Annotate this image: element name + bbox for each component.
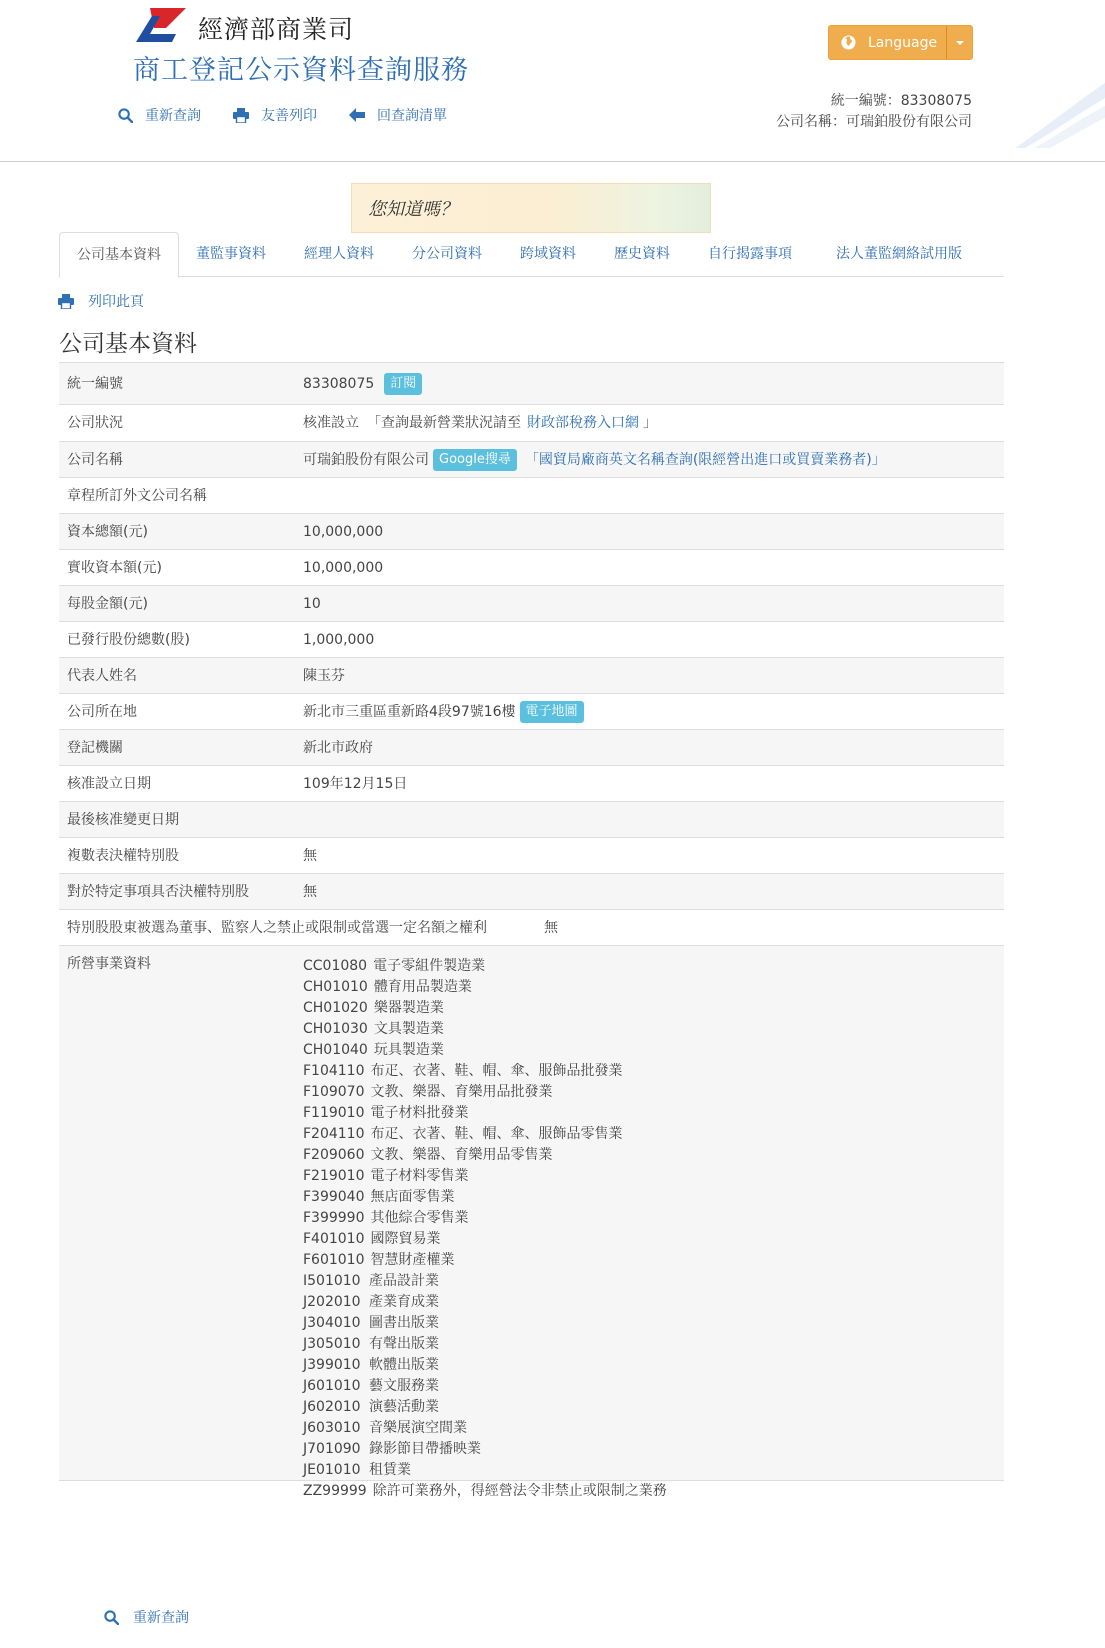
list-item bbox=[303, 1019, 667, 1040]
list-item bbox=[303, 1292, 667, 1313]
business-name: 其他綜合零售業 bbox=[370, 1210, 469, 1226]
row-veto bbox=[59, 873, 1004, 909]
field-value: 無 bbox=[303, 848, 317, 864]
field-label: 實收資本額(元) bbox=[67, 560, 162, 576]
field-value bbox=[303, 363, 422, 405]
row-last-change bbox=[59, 801, 1004, 837]
tab-director-network[interactable]: 法人董監網絡試用版 bbox=[836, 246, 962, 262]
row-director-right bbox=[59, 909, 1004, 945]
field-label: 特別股股東被選為董事、監察人之禁止或限制或當選一定名額之權利 bbox=[67, 920, 487, 936]
business-name: 有聲出版業 bbox=[369, 1336, 439, 1352]
business-name: 藝文服務業 bbox=[369, 1378, 439, 1394]
back-to-list-link[interactable] bbox=[349, 105, 447, 125]
field-label: 公司所在地 bbox=[67, 704, 137, 720]
arrow-left-icon bbox=[349, 108, 365, 122]
row-representative bbox=[59, 657, 1004, 693]
list-item bbox=[303, 1271, 667, 1292]
row-ban bbox=[59, 362, 1004, 404]
business-code: J202010 bbox=[303, 1294, 361, 1310]
business-code: JE01010 bbox=[303, 1462, 361, 1478]
printer-icon bbox=[58, 294, 74, 309]
language-dropdown-button[interactable] bbox=[828, 25, 973, 60]
business-name: 電子零組件製造業 bbox=[373, 958, 486, 974]
field-label: 每股金額(元) bbox=[67, 596, 148, 612]
business-name: 樂器製造業 bbox=[373, 1000, 444, 1016]
field-value: 無 bbox=[303, 884, 317, 900]
back-to-list-label: 回查詢清單 bbox=[377, 108, 447, 124]
field-value: 10,000,000 bbox=[303, 524, 384, 540]
business-code: ZZ99999 bbox=[303, 1483, 367, 1499]
field-value: 陳玉芬 bbox=[303, 668, 345, 684]
business-name: 錄影節目帶播映業 bbox=[369, 1441, 481, 1457]
list-item bbox=[303, 1250, 667, 1271]
field-label: 已發行股份總數(股) bbox=[67, 632, 190, 648]
tab-directors[interactable]: 董監事資料 bbox=[196, 246, 266, 262]
status-value: 核准設立 bbox=[303, 415, 359, 431]
list-item bbox=[303, 977, 667, 998]
list-item bbox=[303, 1481, 667, 1502]
business-code: J701090 bbox=[303, 1441, 361, 1457]
list-item bbox=[303, 1208, 667, 1229]
field-label: 代表人姓名 bbox=[67, 668, 137, 684]
field-value bbox=[303, 694, 592, 730]
business-items-list bbox=[303, 956, 667, 1502]
business-name: 玩具製造業 bbox=[373, 1042, 444, 1058]
row-status bbox=[59, 404, 1004, 441]
print-friendly-label: 友善列印 bbox=[261, 108, 317, 124]
field-value: 新北市政府 bbox=[303, 740, 373, 756]
list-item bbox=[303, 1355, 667, 1376]
ban-value: 83308075 bbox=[303, 376, 375, 392]
service-title: 商工登記公示資料查詢服務 bbox=[133, 55, 469, 86]
globe-icon bbox=[841, 35, 856, 50]
search-icon bbox=[104, 1610, 119, 1625]
list-item bbox=[303, 1061, 667, 1082]
new-search-label: 重新查詢 bbox=[145, 108, 201, 124]
header-ban: 統一編號：83308075 bbox=[830, 93, 972, 109]
list-item bbox=[303, 1397, 667, 1418]
bottom-new-search-link[interactable] bbox=[104, 1607, 189, 1627]
field-label: 章程所訂外文公司名稱 bbox=[67, 488, 207, 504]
list-item bbox=[303, 1439, 667, 1460]
business-name: 產業育成業 bbox=[369, 1294, 439, 1310]
business-code: F601010 bbox=[303, 1252, 365, 1268]
language-label: Language bbox=[868, 34, 938, 51]
list-item bbox=[303, 1334, 667, 1355]
business-name: 文教、樂器、育樂用品零售業 bbox=[370, 1147, 553, 1163]
field-label: 對於特定事項具否決權特別股 bbox=[67, 884, 249, 900]
business-code: CH01020 bbox=[303, 1000, 368, 1016]
address-value: 新北市三重區重新路4段97號16樓 bbox=[303, 704, 516, 720]
field-value: 10,000,000 bbox=[303, 560, 384, 576]
page-header bbox=[0, 0, 1105, 162]
company-name-value: 可瑞鉑股份有限公司 bbox=[303, 452, 429, 468]
field-label: 公司名稱 bbox=[67, 452, 123, 468]
list-item bbox=[303, 1187, 667, 1208]
list-item bbox=[303, 1229, 667, 1250]
business-code: I501010 bbox=[303, 1273, 361, 1289]
business-name: 音樂展演空間業 bbox=[369, 1420, 467, 1436]
header-toolbar bbox=[118, 105, 447, 125]
field-label: 核准設立日期 bbox=[67, 776, 151, 792]
business-name: 文具製造業 bbox=[373, 1021, 444, 1037]
business-name: 產品設計業 bbox=[369, 1273, 439, 1289]
business-code: F219010 bbox=[303, 1168, 365, 1184]
business-name: 電子材料批發業 bbox=[370, 1105, 469, 1121]
did-you-know-text: 您知道嗎？ bbox=[368, 199, 458, 220]
field-value: 無 bbox=[544, 920, 558, 936]
tab-managers[interactable]: 經理人資料 bbox=[304, 246, 374, 262]
section-title: 公司基本資料 bbox=[59, 331, 197, 357]
field-label: 最後核准變更日期 bbox=[67, 812, 179, 828]
did-you-know-banner[interactable] bbox=[351, 183, 711, 233]
list-item bbox=[303, 1103, 667, 1124]
new-search-link[interactable] bbox=[118, 105, 201, 125]
business-code: F119010 bbox=[303, 1105, 365, 1121]
list-item bbox=[303, 998, 667, 1019]
field-value bbox=[303, 442, 886, 478]
field-value: 10 bbox=[303, 596, 321, 612]
business-code: F204110 bbox=[303, 1126, 365, 1142]
business-code: F109070 bbox=[303, 1084, 365, 1100]
business-code: J399010 bbox=[303, 1357, 361, 1373]
business-name: 演藝活動業 bbox=[369, 1399, 439, 1415]
business-name: 租賃業 bbox=[369, 1462, 411, 1478]
business-name: 圖書出版業 bbox=[369, 1315, 439, 1331]
row-business-items bbox=[59, 945, 1004, 1499]
bottom-new-search-label: 重新查詢 bbox=[133, 1610, 189, 1626]
business-name: 布疋、衣著、鞋、帽、傘、服飾品零售業 bbox=[370, 1126, 623, 1142]
tab-bar bbox=[59, 232, 1004, 277]
trade-bureau-link[interactable]: 「國貿局廠商英文名稱查詢(限經營出進口或買賣業務者)」 bbox=[524, 452, 886, 468]
field-label: 統一編號 bbox=[67, 376, 123, 392]
business-code: F401010 bbox=[303, 1231, 365, 1247]
list-item bbox=[303, 1166, 667, 1187]
field-label: 所營事業資料 bbox=[67, 956, 151, 972]
header-company-name: 公司名稱：可瑞鉑股份有限公司 bbox=[776, 114, 972, 130]
business-code: F104110 bbox=[303, 1063, 365, 1079]
field-value: 1,000,000 bbox=[303, 632, 375, 648]
business-code: J601010 bbox=[303, 1378, 361, 1394]
print-page-label: 列印此頁 bbox=[88, 294, 144, 310]
business-name: 文教、樂器、育樂用品批發業 bbox=[370, 1084, 553, 1100]
decorative-swoosh bbox=[1015, 78, 1105, 148]
company-info-table bbox=[59, 362, 1004, 1499]
business-code: J603010 bbox=[303, 1420, 361, 1436]
business-name: 無店面零售業 bbox=[370, 1189, 455, 1205]
business-code: J305010 bbox=[303, 1336, 361, 1352]
business-name: 國際貿易業 bbox=[370, 1231, 441, 1247]
tab-branches[interactable]: 分公司資料 bbox=[412, 246, 482, 262]
business-code: CH01040 bbox=[303, 1042, 368, 1058]
tax-portal-link[interactable]: 財政部稅務入口網 bbox=[527, 415, 639, 431]
list-item bbox=[303, 1082, 667, 1103]
business-code: CH01010 bbox=[303, 979, 368, 995]
field-label: 資本總額(元) bbox=[67, 524, 148, 540]
language-caret[interactable] bbox=[946, 26, 972, 59]
list-item bbox=[303, 1460, 667, 1481]
business-code: CH01030 bbox=[303, 1021, 368, 1037]
business-name: 軟體出版業 bbox=[369, 1357, 439, 1373]
business-name: 布疋、衣著、鞋、帽、傘、服飾品批發業 bbox=[370, 1063, 623, 1079]
list-item bbox=[303, 1418, 667, 1439]
ministry-name: 經濟部商業司 bbox=[198, 15, 355, 44]
ministry-logo bbox=[136, 6, 186, 44]
printer-icon bbox=[233, 108, 249, 123]
row-approved-date bbox=[59, 765, 1004, 801]
status-prefix: 「查詢最新營業狀況請至 bbox=[367, 415, 521, 431]
print-friendly-link[interactable] bbox=[233, 105, 317, 125]
list-item bbox=[303, 956, 667, 977]
list-item bbox=[303, 1376, 667, 1397]
list-item bbox=[303, 1313, 667, 1334]
business-code: J602010 bbox=[303, 1399, 361, 1415]
row-paid-in bbox=[59, 549, 1004, 585]
tab-self-disclosure[interactable]: 自行揭露事項 bbox=[708, 246, 792, 262]
google-search-button[interactable]: Google搜尋 bbox=[433, 449, 517, 471]
business-name: 智慧財產權業 bbox=[370, 1252, 455, 1268]
row-authority bbox=[59, 729, 1004, 765]
field-label: 複數表決權特別股 bbox=[67, 848, 179, 864]
row-par-value bbox=[59, 585, 1004, 621]
business-code: F209060 bbox=[303, 1147, 365, 1163]
print-page-link[interactable] bbox=[58, 291, 144, 311]
business-code: CC01080 bbox=[303, 958, 368, 974]
row-shares-issued bbox=[59, 621, 1004, 657]
business-code: J304010 bbox=[303, 1315, 361, 1331]
field-label: 登記機關 bbox=[67, 740, 123, 756]
business-name: 體育用品製造業 bbox=[373, 979, 472, 995]
chevron-down-icon bbox=[956, 41, 964, 45]
business-code: F399990 bbox=[303, 1210, 365, 1226]
status-suffix: 」 bbox=[643, 415, 657, 431]
row-company-name bbox=[59, 441, 1004, 477]
list-item bbox=[303, 1124, 667, 1145]
row-foreign-name bbox=[59, 477, 1004, 513]
tab-cross-domain[interactable]: 跨域資料 bbox=[520, 246, 576, 262]
field-value: 109年12月15日 bbox=[303, 776, 408, 792]
field-label: 公司狀況 bbox=[67, 415, 123, 431]
search-icon bbox=[118, 108, 133, 123]
business-name: 電子材料零售業 bbox=[370, 1168, 469, 1184]
business-code: F399040 bbox=[303, 1189, 365, 1205]
row-address bbox=[59, 693, 1004, 729]
row-multi-vote bbox=[59, 837, 1004, 873]
map-button[interactable]: 電子地圖 bbox=[520, 701, 584, 723]
subscribe-button[interactable]: 訂閱 bbox=[384, 373, 422, 395]
tab-history[interactable]: 歷史資料 bbox=[614, 246, 670, 262]
tab-basic-info[interactable]: 公司基本資料 bbox=[59, 232, 179, 278]
field-value bbox=[303, 405, 657, 442]
header-company-info bbox=[776, 91, 972, 133]
list-item bbox=[303, 1040, 667, 1061]
row-capital-total bbox=[59, 513, 1004, 549]
list-item bbox=[303, 1145, 667, 1166]
business-name: 除許可業務外，得經營法令非禁止或限制之業務 bbox=[372, 1483, 667, 1499]
